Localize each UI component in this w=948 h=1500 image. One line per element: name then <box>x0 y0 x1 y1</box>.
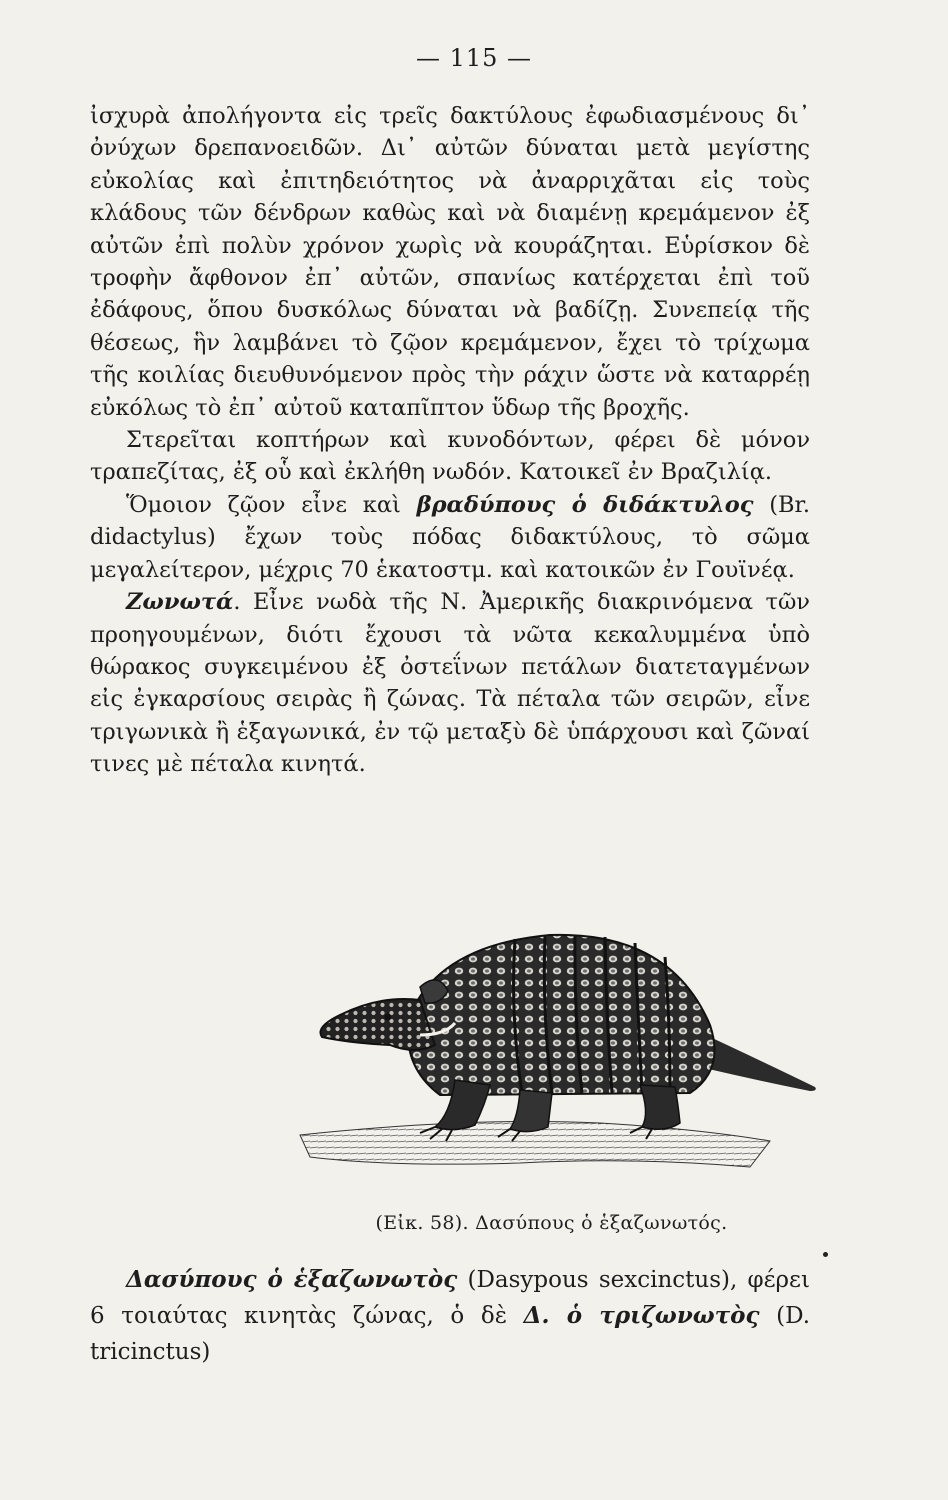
paragraph-3 <box>90 489 810 586</box>
paragraph-4-text: . Εἶνε νωδὰ τῆς Ν. Ἀμερικῆς διακρινόμενα τῶν προηγουμένων, διότι ἔχουσι τὰ νῶτα κεκαλυμμένα ὑπὸ θώρακος συγκειμένου ἐξ ὀστεΐνων πετάλων διατεταγμένων εἰς ἐγκαρσίους σειρὰς ἢ ζώνας. Τὰ πέταλα τῶν σειρῶν, εἶνε τριγωνικὰ ἢ ἑξαγωνικά, ἐν τῷ μεταξὺ δὲ ὑπάρχουσι καὶ ζῶναί τινες μὲ πέταλα κινητά. <box>90 589 810 778</box>
body-text <box>90 100 810 781</box>
paragraph-3-end: (Br. didactylus) ἔχων τοὺς πόδας διδακτύλους, τὸ σῶμα μεγαλείτερον, μέχρις 70 ἑκατοστμ. καὶ κατοικῶν ἐν Γουϊνέᾳ. <box>90 491 810 583</box>
species-name-bradypus: βραδύπους ὁ διδάκτυλος <box>416 491 754 518</box>
species-name-dasypous-sexcinctus: Δασύπους ὁ ἑξαζωνωτὸς <box>126 1266 458 1293</box>
bottom-text <box>90 1262 810 1370</box>
figure-caption: (Εἰκ. 58). Δασύπους ὁ ἑξαζωνωτός. <box>375 1212 728 1234</box>
paragraph-5 <box>90 1262 810 1370</box>
paragraph-2: Στερεῖται κοπτήρων καὶ κυνοδόντων, φέρει δὲ μόνον τραπεζίτας, ἐξ οὗ καὶ ἐκλήθη νωδόν. Κατοικεῖ ἐν Βραζιλίᾳ. <box>90 427 810 486</box>
paragraph-4 <box>90 586 810 780</box>
section-heading-zonota: Ζωνωτά <box>126 589 234 616</box>
paragraph-3-start: Ὅμοιον ζῷον εἶνε καὶ <box>126 491 417 518</box>
paragraph-1: ἰσχυρὰ ἀπολήγοντα εἰς τρεῖς δακτύλους ἐφωδιασμένους δι᾽ ὀνύχων δρεπανοειδῶν. Δι᾽ αὐτῶν δύναται μετὰ μεγίστης εὐκολίας καὶ ἐπιτηδειότητος νὰ ἀναρριχᾶται εἰς τοὺς κλάδους τῶν δένδρων καθὼς καὶ νὰ διαμένῃ κρεμάμενον ἐξ αὐτῶν ἐπὶ πολὺν χρόνον χωρὶς νὰ κουράζηται. Εὑρίσκον δὲ τροφὴν ἄφθονον ἐπ᾽ αὐτῶν, σπανίως κατέρχεται ἐπὶ τοῦ ἐδάφους, ὅπου δυσκόλως δύναται νὰ βαδίζῃ. Συνεπείᾳ τῆς θέσεως, ἣν λαμβάνει τὸ ζῷον κρεμάμενον, ἔχει τὸ τρίχωμα τῆς κοιλίας διευθυνόμενον πρὸς τὴν ράχιν ὥστε νὰ καταρρέῃ εὐκόλως τὸ ἐπ᾽ αὐτοῦ καταπῖπτον ὕδωρ τῆς βροχῆς. <box>90 103 810 421</box>
species-name-dasypous-tricinctus: Δ. ὁ τριζωνωτὸς <box>523 1302 760 1329</box>
armadillo-figure <box>270 905 830 1195</box>
paragraph-5-text-1: (Dasypous sexcinctus), φέρει 6 τοιαύτας κινητὰς ζώνας, ὁ δὲ <box>90 1267 810 1329</box>
page-number: — 115 — <box>415 44 533 72</box>
paragraph-5-text-2: (D. tricinctus) <box>90 1303 811 1365</box>
armadillo-icon <box>270 905 830 1195</box>
ink-speck <box>823 1252 828 1257</box>
